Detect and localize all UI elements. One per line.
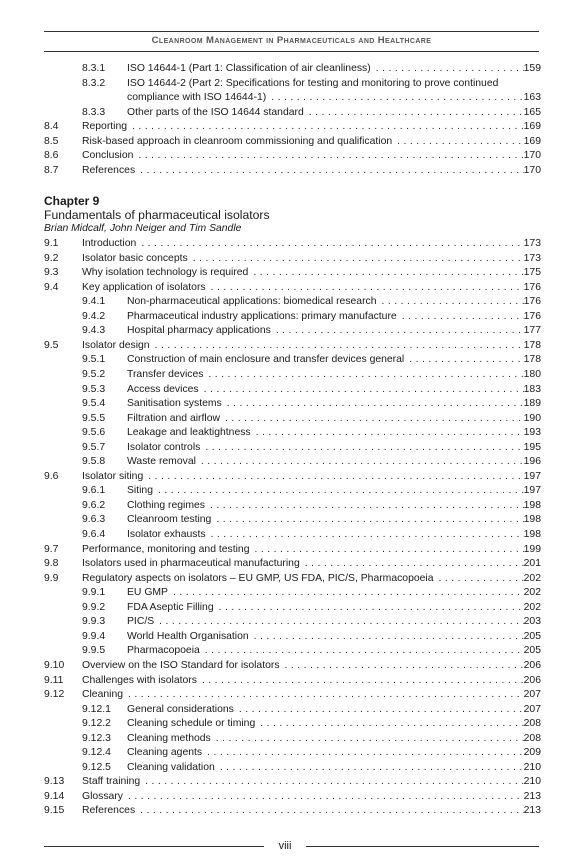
toc-entry — [0, 324, 583, 338]
toc-entry-title-line — [127, 528, 541, 542]
toc-entry-title: ISO 14644-1 (Part 1: Classification of air cleanliness) — [127, 63, 371, 74]
toc-entry-page: 202 — [523, 587, 541, 599]
toc-entry-title-line — [82, 339, 541, 353]
toc-entry-title: Transfer devices — [127, 368, 204, 380]
toc-entry-page: 208 — [523, 718, 541, 730]
toc-entry-number: 9.5.4 — [82, 398, 106, 410]
toc-entry-title: Sanitisation systems — [127, 398, 222, 410]
toc-entry-title: Clothing regimes — [127, 499, 205, 511]
dot-leader — [266, 91, 523, 105]
toc-entry — [0, 790, 583, 804]
toc-entry-number: 9.5.1 — [82, 354, 106, 366]
toc-entry — [0, 149, 583, 163]
toc-entry-page: 203 — [523, 616, 541, 628]
dot-leader — [280, 659, 524, 673]
toc-entry-title-line — [127, 499, 541, 513]
toc-entry-page: 170 — [523, 150, 541, 162]
toc-entry-number: 9.5.3 — [82, 383, 106, 395]
toc-entry-title: Overview on the ISO Standard for isolators — [82, 659, 280, 671]
toc-entry-title: References — [82, 164, 136, 176]
toc-entry-title: Pharmacopoeia — [127, 645, 200, 657]
toc-entry-page: 198 — [523, 499, 541, 511]
toc-entry-title-line — [82, 149, 541, 163]
toc-entry-page: 202 — [523, 601, 541, 613]
toc-entry-title: Hospital pharmacy applications — [127, 325, 271, 337]
toc-entry — [0, 426, 583, 440]
toc-entry-number: 9.4 — [44, 281, 59, 293]
toc-entry-title-line — [127, 717, 541, 731]
toc-entry-title-line — [82, 266, 541, 280]
toc-entry-title-line — [82, 790, 541, 804]
toc-entry-page: 190 — [523, 412, 541, 424]
toc-entry-number: 9.1 — [44, 238, 59, 249]
toc-entry-title-line — [127, 703, 541, 717]
dot-leader — [377, 295, 524, 309]
dot-leader — [214, 601, 524, 615]
toc-entry — [0, 775, 583, 789]
toc-entry — [0, 484, 583, 498]
toc-entry-title-line — [127, 586, 541, 600]
toc-entry-title-line — [82, 164, 541, 178]
toc-entry-title-line — [127, 383, 541, 397]
toc-entry-page: 178 — [523, 339, 541, 351]
toc-entry-title-line — [127, 644, 541, 658]
toc-entry-number: 9.11 — [44, 674, 64, 686]
toc-entry-continuation — [0, 91, 583, 105]
toc-entry-page: 205 — [523, 630, 541, 642]
toc-entry-title-line — [127, 615, 541, 629]
toc-entry-number: 9.5.5 — [82, 412, 106, 424]
toc-entry — [0, 746, 583, 760]
toc-entry-page: 176 — [523, 281, 541, 293]
toc-entry — [0, 630, 583, 644]
toc-entry-page: 207 — [523, 689, 541, 701]
toc-entry-title-line — [127, 397, 541, 411]
dot-leader — [203, 368, 523, 382]
toc-entry — [0, 688, 583, 702]
toc-entry-page: 208 — [523, 732, 541, 744]
dot-leader — [150, 339, 524, 353]
toc-entry-page: 198 — [523, 514, 541, 526]
toc-entry-title-line — [127, 746, 541, 760]
toc-entry-title-line — [82, 281, 541, 295]
toc-entry-title: Glossary — [82, 790, 123, 802]
toc-entry-title-line — [127, 106, 541, 120]
toc-entry-title: General considerations — [127, 703, 234, 715]
dot-leader — [234, 703, 524, 717]
toc-entry-title-line — [127, 310, 541, 324]
toc-entry-title-line — [82, 543, 541, 557]
dot-leader — [196, 455, 524, 469]
dot-leader — [140, 775, 524, 789]
toc-entry-page: 197 — [523, 485, 541, 497]
toc-entry-title: Filtration and airflow — [127, 412, 220, 424]
dot-leader — [392, 135, 524, 149]
toc-entry-title-line — [127, 353, 541, 367]
toc-entry-page: 197 — [523, 470, 541, 482]
toc-entry — [0, 310, 583, 324]
toc-entry — [0, 252, 583, 266]
dot-leader — [371, 62, 524, 76]
toc-entry — [0, 353, 583, 367]
toc-entry-title-line — [127, 368, 541, 382]
toc-entry-number: 9.6.2 — [82, 499, 106, 511]
toc-entry-page: 176 — [523, 310, 541, 322]
toc-entry — [0, 368, 583, 382]
toc-entry-page: 205 — [523, 645, 541, 657]
toc-entry-number: 9.4.2 — [82, 310, 106, 322]
toc-entry-number: 9.9.4 — [82, 630, 106, 642]
toc-entry-number: 9.12.5 — [82, 761, 111, 773]
dot-leader — [206, 281, 524, 295]
dot-leader — [154, 615, 524, 629]
toc-entry-title-line — [82, 120, 541, 134]
toc-entry-title-line — [82, 775, 541, 789]
toc-entry-title-line — [127, 62, 541, 76]
toc-entry-title-line — [127, 455, 541, 469]
toc-entry-title-line — [82, 688, 541, 702]
toc-entry-number: 9.9.5 — [82, 645, 106, 657]
toc-entry — [0, 412, 583, 426]
toc-entry-title: Conclusion — [82, 150, 134, 162]
toc-entry-page: 199 — [523, 543, 541, 555]
toc-entry-title: Key application of isolators — [82, 281, 206, 293]
toc-entry — [0, 644, 583, 658]
toc-entry — [0, 383, 583, 397]
toc-entry — [0, 397, 583, 411]
dot-leader — [127, 120, 524, 134]
toc-entry-number: 9.15 — [44, 805, 65, 817]
toc-entry-number: 8.3.1 — [82, 63, 106, 74]
toc-entry-number: 9.9 — [44, 572, 59, 584]
toc-entry-title: Cleaning validation — [127, 761, 215, 773]
toc-entry — [0, 528, 583, 542]
toc-entry — [0, 120, 583, 134]
dot-leader — [434, 572, 524, 586]
toc-entry-title-line — [127, 441, 541, 455]
toc-entry-page: 176 — [523, 296, 541, 308]
toc-entry-number: 9.2 — [44, 252, 59, 264]
toc-entry-page: 169 — [523, 121, 541, 133]
toc-entry-title: ISO 14644-2 (Part 2: Specifications for testing and monitoring to prove continued — [127, 77, 499, 89]
toc-entry-title-line — [82, 252, 541, 266]
toc-entry-title-line — [127, 761, 541, 775]
toc-entry-title: Access devices — [127, 383, 199, 395]
toc-entry-page: 206 — [523, 659, 541, 671]
toc-entry-number: 9.10 — [44, 659, 65, 671]
toc-entry-page: 189 — [523, 398, 541, 410]
toc-entry-number: 8.7 — [44, 164, 59, 176]
toc-entry-number: 9.5.8 — [82, 456, 106, 468]
toc-entry-title: Leakage and leaktightness — [127, 427, 251, 439]
toc-entry — [0, 281, 583, 295]
toc-entry — [0, 804, 583, 818]
toc-entry-title: Isolator exhausts — [127, 529, 206, 540]
toc-entry-number: 9.6 — [44, 470, 59, 482]
toc-entry-page: 201 — [523, 558, 541, 570]
toc-entry — [0, 499, 583, 513]
toc-entry-title-line — [127, 484, 541, 498]
toc-entry-page: 210 — [523, 776, 541, 788]
toc-entry-title-line — [82, 135, 541, 149]
toc-entry-page: 207 — [523, 703, 541, 715]
toc-entry — [0, 557, 583, 571]
running-header: Cleanroom Management in Pharmaceuticals and Healthcare — [151, 35, 432, 46]
toc-entry — [0, 237, 583, 251]
toc-entry-title: Siting — [127, 485, 153, 497]
toc-entry-number: 9.12.1 — [82, 703, 111, 715]
toc-entry-number: 8.3.3 — [82, 106, 106, 118]
toc-entry-page: 159 — [523, 63, 541, 74]
toc-entry — [0, 615, 583, 629]
toc-entry-title: Challenges with isolators — [82, 674, 197, 686]
dot-leader — [200, 644, 524, 658]
toc-entry — [0, 62, 583, 76]
toc-entry — [0, 266, 583, 280]
toc-entry — [0, 106, 583, 120]
toc-entry-number: 9.6.4 — [82, 529, 106, 540]
toc-entry-title-line — [127, 295, 541, 309]
toc-entry-title: Cleaning methods — [127, 732, 211, 744]
dot-leader — [251, 426, 524, 440]
dot-leader — [211, 732, 524, 746]
dot-leader — [397, 310, 524, 324]
toc-entry-page: 213 — [523, 790, 541, 802]
chapter-label: Chapter 9 — [44, 194, 100, 208]
dot-leader — [135, 164, 524, 178]
header-top-rule — [44, 31, 539, 32]
toc-entry-page: 175 — [523, 267, 541, 279]
toc-entry-title: Isolator controls — [127, 441, 201, 453]
dot-leader — [133, 149, 523, 163]
dot-leader — [300, 557, 524, 571]
toc-entry-title-line — [127, 732, 541, 746]
toc-entry-title-line — [127, 77, 541, 91]
toc-entry-page: 195 — [523, 441, 541, 453]
dot-leader — [220, 412, 524, 426]
toc-entry-number: 9.8 — [44, 558, 59, 570]
toc-entry — [0, 586, 583, 600]
toc-entry — [0, 441, 583, 455]
toc-entry-number: 9.7 — [44, 543, 59, 555]
toc-entry-page: 165 — [523, 106, 541, 118]
toc-entry-title: References — [82, 805, 136, 817]
toc-entry-page: 170 — [523, 164, 541, 176]
toc-entry-page: 163 — [523, 92, 541, 104]
toc-entry-page: 178 — [523, 354, 541, 366]
toc-entry-number: 9.12.3 — [82, 732, 111, 744]
dot-leader — [255, 717, 523, 731]
toc-entry-title: Waste removal — [127, 456, 196, 468]
toc-entry-number: 9.6.1 — [82, 485, 106, 497]
dot-leader — [205, 499, 524, 513]
toc-entry-title-line — [127, 426, 541, 440]
toc-entry-page: 180 — [523, 368, 541, 380]
toc-entry-number: 9.5.6 — [82, 427, 106, 439]
toc-entry-title: Isolator basic concepts — [82, 252, 188, 264]
dot-leader — [143, 470, 523, 484]
toc-entry-title-line — [127, 412, 541, 426]
toc-entry — [0, 455, 583, 469]
header-bottom-rule — [44, 51, 539, 52]
toc-entry-page: 210 — [523, 761, 541, 773]
dot-leader — [168, 586, 524, 600]
dot-leader — [222, 397, 524, 411]
dot-leader — [250, 543, 524, 557]
toc-entry-title: PIC/S — [127, 616, 155, 628]
toc-entry-number: 9.9.1 — [82, 587, 106, 599]
toc-entry-title: Other parts of the ISO 14644 standard — [127, 106, 304, 118]
dot-leader — [188, 252, 524, 266]
toc-entry — [0, 470, 583, 484]
toc-entry — [0, 659, 583, 673]
toc-entry-title: Cleaning schedule or timing — [127, 718, 256, 730]
toc-entry-title-line — [127, 324, 541, 338]
toc-entry-page: 177 — [523, 325, 541, 337]
toc-entry-page: 169 — [523, 135, 541, 147]
toc-entry-title-continued: compliance with ISO 14644-1) — [127, 92, 267, 104]
toc-entry-title: Staff training — [82, 776, 141, 788]
toc-entry-title: Introduction — [82, 238, 137, 249]
dot-leader — [135, 804, 524, 818]
dot-leader — [249, 630, 524, 644]
toc-entry-title-line — [82, 804, 541, 818]
toc-entry-number: 8.5 — [44, 135, 59, 147]
toc-entry-title-line — [82, 659, 541, 673]
dot-leader — [123, 790, 524, 804]
toc-entry-number: 8.4 — [44, 121, 59, 133]
toc-entry-page: 198 — [523, 529, 541, 540]
toc-entry — [0, 339, 583, 353]
toc-entry — [0, 295, 583, 309]
toc-entry-title: Risk-based approach in cleanroom commissioning and qualification — [82, 135, 393, 147]
dot-leader — [123, 688, 524, 702]
toc-entry-page: 183 — [523, 383, 541, 395]
toc-entry-title: Reporting — [82, 121, 128, 133]
toc-entry-number: 9.9.2 — [82, 601, 106, 613]
toc-entry-title: Isolators used in pharmaceutical manufacturing — [82, 558, 300, 570]
toc-entry — [0, 164, 583, 178]
toc-entry — [0, 601, 583, 615]
dot-leader — [304, 106, 524, 120]
toc-entry-title: Pharmaceutical industry applications: primary manufacture — [127, 310, 397, 322]
toc-entry-number: 8.6 — [44, 150, 59, 162]
toc-entry-page: 173 — [523, 238, 541, 249]
toc-entry-page: 209 — [523, 747, 541, 759]
toc-entry-number: 9.6.3 — [82, 514, 106, 526]
toc-entry — [0, 717, 583, 731]
toc-entry-title: Regulatory aspects on isolators – EU GMP, US FDA, PIC/S, Pharmacopoeia — [82, 572, 434, 584]
dot-leader — [200, 441, 523, 455]
footer-rule-left — [44, 846, 264, 847]
toc-entry-title: EU GMP — [127, 587, 168, 599]
toc-entry-title-line — [82, 572, 541, 586]
toc-entry-title: Cleaning — [82, 689, 124, 701]
toc-entry-number: 9.5.2 — [82, 368, 106, 380]
toc-entry — [0, 761, 583, 775]
dot-leader — [248, 266, 523, 280]
toc-entry-number: 9.5.7 — [82, 441, 106, 453]
toc-entry-title-line — [127, 630, 541, 644]
footer-rule-right — [306, 846, 539, 847]
dot-leader — [199, 383, 524, 397]
toc-entry-title: FDA Aseptic Filling — [127, 601, 214, 613]
toc-entry-title-line — [82, 674, 541, 688]
dot-leader — [215, 761, 524, 775]
toc-entry-title-line — [127, 513, 541, 527]
toc-entry-title: Performance, monitoring and testing — [82, 543, 250, 555]
toc-entry-page: 213 — [523, 805, 541, 817]
toc-entry — [0, 732, 583, 746]
dot-leader — [153, 484, 524, 498]
toc-entry-number: 9.3 — [44, 267, 59, 279]
toc-entry-number: 9.12.2 — [82, 718, 111, 730]
toc-entry-title-line — [127, 601, 541, 615]
toc-entry-title-line — [127, 91, 541, 105]
toc-entry-title: Isolator siting — [82, 470, 144, 482]
dot-leader — [202, 746, 524, 760]
toc-entry-number: 9.12 — [44, 689, 65, 701]
toc-entry-title-line — [82, 470, 541, 484]
toc-entry-title: Cleaning agents — [127, 747, 203, 759]
dot-leader — [404, 353, 523, 367]
chapter-title: Fundamentals of pharmaceutical isolators — [44, 208, 270, 222]
toc-entry — [0, 572, 583, 586]
toc-entry — [0, 513, 583, 527]
toc-entry-title-line — [82, 237, 541, 251]
dot-leader — [271, 324, 524, 338]
toc-entry-title: Why isolation technology is required — [82, 267, 249, 279]
dot-leader — [197, 674, 524, 688]
toc-entry-number: 9.9.3 — [82, 616, 106, 628]
toc-entry-title: Construction of main enclosure and transfer devices general — [127, 354, 405, 366]
toc-entry — [0, 703, 583, 717]
toc-entry — [0, 674, 583, 688]
toc-entry-page: 173 — [523, 252, 541, 264]
toc-entry-title: World Health Organisation — [127, 630, 249, 642]
toc-entry — [0, 543, 583, 557]
toc-entry-title: Non-pharmaceutical applications: biomedical research — [127, 296, 377, 308]
toc-entry — [0, 135, 583, 149]
toc-entry-page: 193 — [523, 427, 541, 439]
toc-entry-number: 9.14 — [44, 790, 65, 802]
dot-leader — [136, 237, 523, 251]
dot-leader — [206, 528, 524, 542]
toc-entry-title-line — [82, 557, 541, 571]
toc-entry-number: 9.13 — [44, 776, 65, 788]
toc-entry-title: Cleanroom testing — [127, 514, 212, 526]
toc-entry-number: 9.4.3 — [82, 325, 106, 337]
page-folio: viii — [278, 840, 292, 852]
toc-entry-title: Isolator design — [82, 339, 150, 351]
toc-entry-number: 9.5 — [44, 339, 59, 351]
toc-entry-page: 202 — [523, 572, 541, 584]
chapter-authors: Brian Midcalf, John Neiger and Tim Sandle — [44, 223, 242, 234]
toc-entry-number: 8.3.2 — [82, 77, 106, 89]
dot-leader — [211, 513, 523, 527]
toc-entry-number: 9.12.4 — [82, 747, 111, 759]
toc-entry-page: 196 — [523, 456, 541, 468]
toc-entry-number: 9.4.1 — [82, 296, 106, 308]
toc-entry-page: 206 — [523, 674, 541, 686]
toc-entry — [0, 77, 583, 91]
